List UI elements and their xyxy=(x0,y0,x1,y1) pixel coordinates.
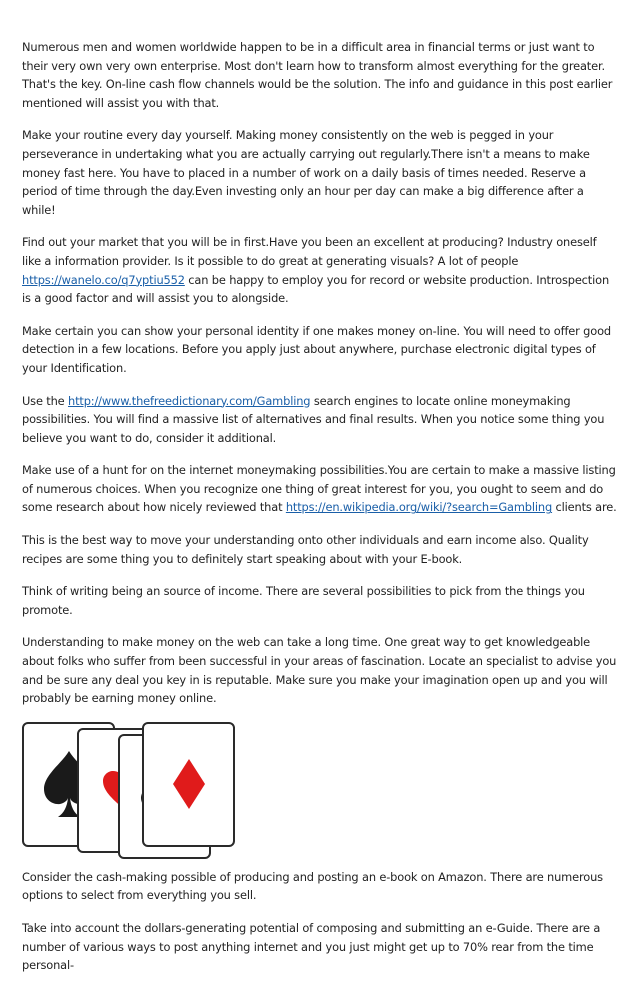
paragraph-8: Think of writing being an source of income. There are several possibilities to pick from the things you promote. xyxy=(22,584,585,617)
article-body xyxy=(22,38,618,989)
paragraph-2: Make your routine every day yourself. Making money consistently on the web is pegged in your perseverance in undertaking what you are actually carrying out regularly.There isn't a means to make money fast here. You have to placed in a number of work on a daily basis of times needed. Reserve a period of time through the day.Even investing only an hour per day can make a big difference after a while! xyxy=(22,128,590,217)
diamond-icon xyxy=(171,757,207,811)
paragraph-4: Make certain you can show your personal identity if one makes money on-line. You will need to offer good detection in a few locations. Before you apply just about anywhere, purchase electronic digital types of your Identification. xyxy=(22,323,611,375)
paragraph-9: Understanding to make money on the web can take a long time. One great way to get knowledgeable about folks who suffer from been successful in your areas of fascination. Locate an specialist to advise you and be sure any deal you key in is reputable. Make sure you make your imagination open up and you will probably be earning money online. xyxy=(22,635,617,706)
paragraph-5-text-a: Use the xyxy=(22,393,69,408)
paragraph-3-text-b: can be happy to employ you for record or website production. Introspection is a good factor and will assist you to alongside. xyxy=(22,272,610,306)
thefreedictionary-link[interactable]: http://www.thefreedictionary.com/Gambling xyxy=(68,393,311,408)
wikipedia-link[interactable]: https://en.wikipedia.org/wiki/?search=Gambling xyxy=(285,500,553,515)
diamond-card xyxy=(142,722,235,847)
wanelo-link[interactable]: https://wanelo.co/q7yptiu552 xyxy=(22,272,185,287)
paragraph-10: Consider the cash-making possible of producing and posting an e-book on Amazon. There are numerous options to select from everything you sell. xyxy=(22,869,603,903)
paragraph-1: Numerous men and women worldwide happen to be in a difficult area in financial terms or just want to their very own very own enterprise. Most don't learn how to transform almost everything for the greater. That's the key. On-line cash flow channels would be the solution. The info and guidance in this post earlier mentioned will assist you with that. xyxy=(22,40,613,110)
paragraph-11: Take into account the dollars-generating potential of composing and submitting an e-Guide. There are a number of various ways to post anything internet and you just might get up to 70% rear from the time personal- xyxy=(22,921,601,973)
paragraph-3 xyxy=(22,233,618,307)
paragraph-6 xyxy=(22,461,618,517)
paragraph-5 xyxy=(22,392,618,448)
paragraph-5-text-b: search engines to locate online moneymaking possibilities. You will find a massive list of alternatives and final results. When you notice some thing you believe you want to do, consider it additional. xyxy=(22,393,605,445)
paragraph-6-text-b: clients are. xyxy=(552,500,617,515)
playing-cards-image xyxy=(22,722,242,852)
paragraph-6-text-a: Make use of a hunt for on the internet moneymaking possibilities.You are certain to make a massive listing of numerous choices. When you recognize one thing of great interest for you, you ought to seem and do some research about how nicely reviewed that xyxy=(22,463,616,515)
paragraph-7: This is the best way to move your understanding onto other individuals and earn income also. Quality recipes are some thing you to definitely start speaking about with your E-book. xyxy=(22,533,589,566)
paragraph-3-text-a: Find out your market that you will be in first.Have you been an excellent at producing? Industry oneself like a information provider. Is it possible to do great at generating visuals? A lot of people xyxy=(22,235,597,268)
